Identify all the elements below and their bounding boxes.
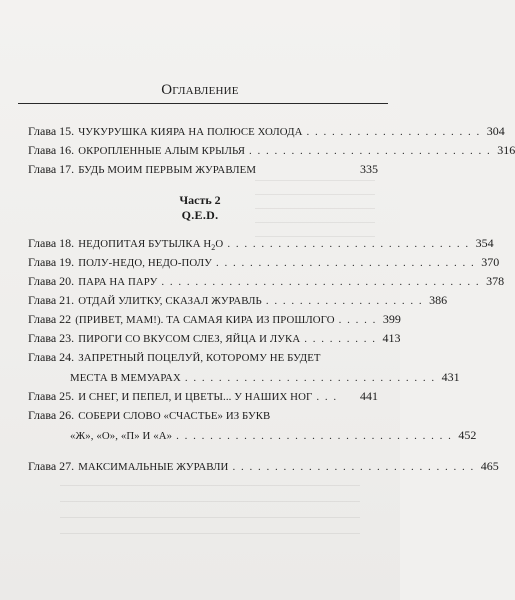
toc-entry-label: Глава 25. (28, 389, 75, 403)
toc-dot-leader: . . . . . . . . . . . . . . . . . . . (265, 295, 424, 307)
toc-page-number: 465 (480, 459, 499, 473)
toc-entry-title: ПИРОГИ СО ВКУСОМ СЛЕЗ, ЯЙЦА И ЛУКА (78, 333, 301, 345)
toc-dot-leader: . . . . . . . . . . . . . . . . . . . . . . . . . . . . . . . . . (176, 430, 453, 442)
toc-entry-label: Глава 17. (28, 162, 75, 176)
toc-entry-title: И СНЕГ, И ПЕПЕЛ, И ЦВЕТЫ... У НАШИХ НОГ (78, 391, 313, 403)
toc-entry-title: ОТДАЙ УЛИТКУ, СКАЗАЛ ЖУРАВЛЬ (78, 295, 262, 307)
header-rule (18, 103, 388, 104)
toc-entry-24[interactable] (28, 350, 460, 386)
toc-entry-label: Глава 23. (28, 331, 75, 345)
toc-entry-title: ЧУКУРУШКА КИЯРА НА ПОЛЮСЕ ХОЛОДА (78, 126, 303, 138)
toc-entry-title-continued: МЕСТА В МЕМУАРАХ (70, 372, 181, 384)
toc-entry-19[interactable] (28, 255, 500, 271)
toc-entry-title: НЕДОПИТАЯ БУТЫЛКА $H_2O$ (78, 238, 224, 253)
toc-page-number: 370 (481, 255, 500, 269)
toc-page-number: 386 (429, 293, 448, 307)
toc-page-number: 354 (475, 236, 494, 250)
toc-page-number: 399 (382, 312, 401, 326)
toc-page-number: 452 (458, 428, 477, 442)
toc-page-number: 441 (360, 389, 378, 403)
toc-page-number: 431 (441, 370, 460, 384)
toc-entry-title: ОКРОПЛЕННЫЕ АЛЫМ КРЫЛЬЯ (78, 145, 246, 157)
toc-page-number: 413 (382, 331, 401, 345)
toc-entry-label: Глава 21. (28, 293, 75, 307)
toc-entry-title: ПАРА НА ПАРУ (78, 276, 158, 288)
toc-dot-leader: . . . . . . . . . . . . . . . . . . . . . . . . . . . . . (232, 461, 475, 473)
toc-entry-label: Глава 24. (28, 350, 75, 364)
page-header: Оглавление (161, 82, 239, 98)
toc-entry-15[interactable] (28, 124, 505, 140)
toc-entry-16[interactable] (28, 143, 515, 159)
toc-entry-label: Глава 22 (28, 312, 72, 326)
toc-page-number: 378 (486, 274, 505, 288)
toc-entry-26[interactable] (28, 408, 477, 444)
toc-entry-title: ЗАПРЕТНЫЙ ПОЦЕЛУЙ, КОТОРОМУ НЕ БУДЕТ (78, 352, 321, 364)
toc-entry-title: ПОЛУ-НЕДО, НЕДО-ПОЛУ (78, 257, 212, 269)
toc-entry-label: Глава 16. (28, 143, 75, 157)
toc-entry-title: БУДЬ МОИМ ПЕРВЫМ ЖУРАВЛЕМ (78, 164, 257, 176)
toc-dot-leader: . . . . . . . . . . . . . . . . . . . . . . . . . . . . . (227, 238, 470, 250)
toc-entry-label: Глава 18. (28, 236, 75, 250)
toc-entry-23[interactable] (28, 331, 401, 347)
toc-dot-leader: . . . . . . . . . . . . . . . . . . . . . . . . . . . . . . . (215, 257, 476, 269)
toc-dot-leader: . . . . . (338, 314, 377, 326)
toc-page-number: 335 (360, 162, 378, 176)
toc-entry-25[interactable] (28, 389, 378, 405)
toc-dot-leader: . . . . . . . . . . . . . . . . . . . . . . . . . . . . . . (184, 372, 436, 384)
toc-entry-22[interactable] (28, 312, 401, 328)
toc-entry-label: Глава 20. (28, 274, 75, 288)
part-subtitle: Q.E.D. (181, 208, 219, 222)
toc-entry-20[interactable] (28, 274, 505, 290)
toc-entry-label: Глава 27. (28, 459, 75, 473)
toc-dot-leader: . . . . . . . . . . . . . . . . . . . . . . . . . . . . . (249, 145, 492, 157)
toc-entry-title: МАКСИМАЛЬНЫЕ ЖУРАВЛИ (78, 461, 229, 473)
toc-dot-leader: . . . . . . . . . (304, 333, 377, 345)
toc-entry-17[interactable] (28, 162, 378, 178)
toc-page-number: 304 (486, 124, 505, 138)
toc-entry-title: СОБЕРИ СЛОВО «СЧАСТЬЕ» ИЗ БУКВ (78, 410, 271, 422)
toc-dot-leader: . . . (316, 391, 338, 403)
toc-entry-21[interactable] (28, 293, 448, 309)
page-show-through (60, 485, 360, 545)
part-label: Часть 2 (179, 193, 221, 207)
toc-entry-label: Глава 19. (28, 255, 75, 269)
toc-entry-title: (ПРИВЕТ, МАМ!). ТА САМАЯ КИРА ИЗ ПРОШЛОГО (75, 314, 335, 326)
toc-dot-leader: . . . . . . . . . . . . . . . . . . . . . (306, 126, 481, 138)
toc-entry-27[interactable] (28, 459, 499, 475)
toc-entry-label: Глава 26. (28, 408, 75, 422)
page-show-through (255, 180, 375, 240)
toc-entry-label: Глава 15. (28, 124, 75, 138)
toc-page-number: 316 (497, 143, 515, 157)
toc-dot-leader: . . . . . . . . . . . . . . . . . . . . . . . . . . . . . . . . . . . . . . (161, 276, 481, 288)
toc-entry-title-continued: «Ж», «О», «П» И «А» (70, 430, 173, 442)
